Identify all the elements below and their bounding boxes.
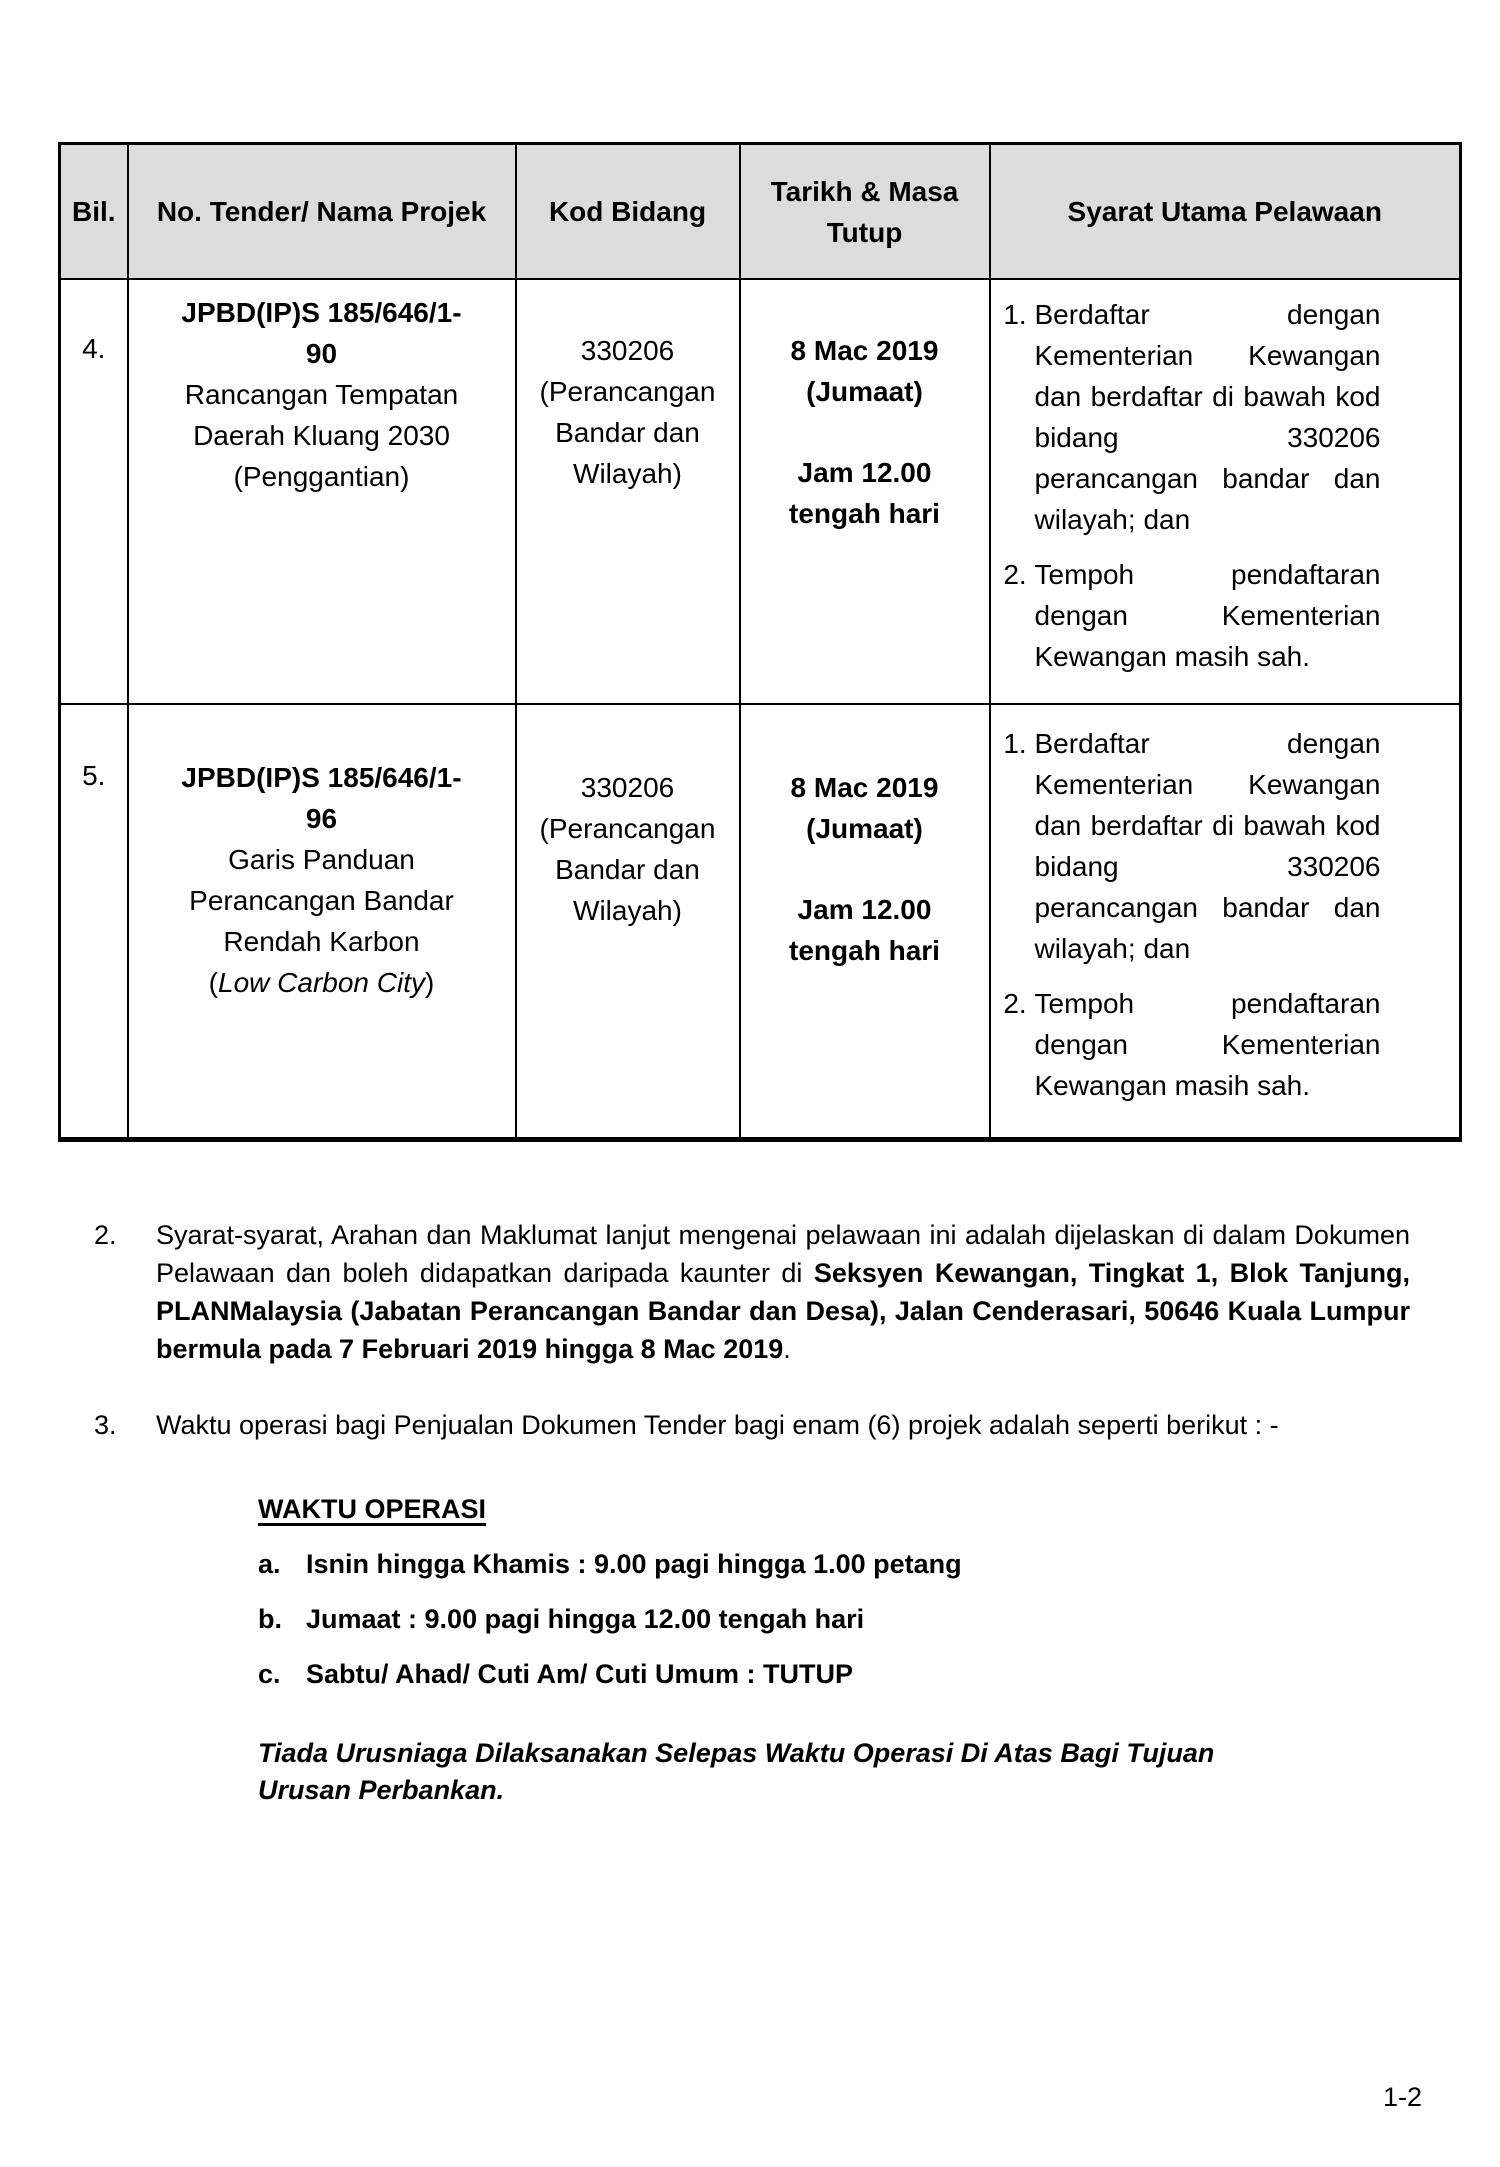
syarat-list [991, 723, 1381, 1106]
closing-time: Jam 12.00 tengah hari [789, 457, 940, 529]
col-header-kod-bidang: Kod Bidang [516, 144, 740, 280]
kod-bidang-value: 330206 (Perancangan Bandar dan Wilayah) [539, 335, 716, 489]
page-number: 1-2 [1382, 2082, 1422, 2112]
paragraph-3 [94, 1406, 1410, 1444]
waktu-operasi-heading: WAKTU OPERASI [258, 1493, 487, 1524]
paragraph-number: 2. [94, 1219, 117, 1250]
paragraph-2 [94, 1216, 1410, 1368]
waktu-operasi-section [258, 1490, 1500, 1809]
paren-close: ) [424, 967, 435, 998]
paragraph-text: Waktu operasi bagi Penjualan Dokumen Tender bagi enam (6) projek adalah seperti berikut : - [156, 1409, 1279, 1440]
cell-bil: 5. [60, 704, 128, 1139]
cell-syarat [990, 279, 1461, 704]
col-header-tarikh-masa-tutup: Tarikh & Masa Tutup [740, 144, 990, 280]
item-text: Isnin hingga Khamis : 9.00 pagi hingga 1.00 petang [306, 1548, 962, 1579]
cell-project [128, 279, 516, 704]
banking-note: Tiada Urusniaga Dilaksanakan Selepas Waktu Operasi Di Atas Bagi Tujuan Urusan Perbankan. [258, 1737, 1215, 1805]
closing-date: 8 Mac 2019 (Jumaat) [790, 335, 939, 407]
waktu-item-b [258, 1600, 1500, 1638]
syarat-item: 2. Tempoh pendaftaran dengan Kementerian Kewangan masih sah. [1035, 554, 1381, 677]
paren-open: ( [208, 967, 218, 998]
table-header-row [60, 144, 1461, 280]
cell-project [128, 704, 516, 1139]
closing-time: Jam 12.00 tengah hari [789, 894, 940, 966]
col-header-syarat-utama-pelawaan: Syarat Utama Pelawaan [990, 144, 1461, 280]
item-letter: a. [258, 1548, 281, 1579]
cell-tarikh [740, 704, 990, 1139]
table-row-5 [60, 704, 1461, 1139]
cell-tarikh [740, 279, 990, 704]
syarat-item: 2. Tempoh pendaftaran dengan Kementerian Kewangan masih sah. [1035, 983, 1381, 1106]
item-text: Jumaat : 9.00 pagi hingga 12.00 tengah hari [306, 1603, 865, 1634]
paragraph-2-normal-text: Syarat-syarat, Arahan dan Maklumat lanjut mengenai pelawaan ini adalah dijelaskan di dalam Dokumen Pelawaan dan boleh didapatkan daripada kaunter di [156, 1219, 1410, 1288]
project-name-italic: Low Carbon City [218, 967, 425, 998]
table-row-4 [60, 279, 1461, 704]
waktu-item-c [258, 1655, 1500, 1693]
cell-bil: 4. [60, 279, 128, 704]
syarat-item: 1. Berdaftar dengan Kementerian Kewangan dan berdaftar di bawah kod bidang 330206 perancangan bandar dan wilayah; dan [1035, 294, 1381, 540]
item-letter: c. [258, 1658, 281, 1689]
project-name [171, 839, 473, 1003]
item-text: Sabtu/ Ahad/ Cuti Am/ Cuti Umum : TUTUP [306, 1658, 853, 1689]
paragraph-2-bold-text: Seksyen Kewangan, Tingkat 1, Blok Tanjung, PLANMalaysia (Jabatan Perancangan Bandar dan Desa), Jalan Cenderasari, 50646 Kuala Lumpur bermula pada 7 Februari 2019 hingga 8 Mac 2019 [156, 1257, 1410, 1364]
waktu-item-a [258, 1545, 1500, 1583]
tender-number: JPBD(IP)S 185/646/1-90 [181, 297, 462, 369]
syarat-list [991, 294, 1381, 677]
kod-bidang-value: 330206 (Perancangan Bandar dan Wilayah) [539, 772, 716, 926]
paragraph-number: 3. [94, 1409, 117, 1440]
cell-syarat [990, 704, 1461, 1139]
project-name-text: Garis Panduan Perancangan Bandar Rendah Karbon [189, 844, 454, 957]
item-letter: b. [258, 1603, 282, 1634]
project-name: Rancangan Tempatan Daerah Kluang 2030 (Penggantian) [184, 379, 459, 492]
tender-table [58, 142, 1462, 1142]
closing-date: 8 Mac 2019 (Jumaat) [790, 772, 939, 844]
syarat-item: 1. Berdaftar dengan Kementerian Kewangan dan berdaftar di bawah kod bidang 330206 perancangan bandar dan wilayah; dan [1035, 723, 1381, 969]
tender-number: JPBD(IP)S 185/646/1-96 [181, 762, 462, 834]
cell-kod-bidang [516, 279, 740, 704]
col-header-bil: Bil. [60, 144, 128, 280]
col-header-tender-nama-projek: No. Tender/ Nama Projek [128, 144, 516, 280]
paragraph-2-period: . [783, 1333, 791, 1364]
paragraph-text [156, 1216, 1410, 1368]
cell-kod-bidang [516, 704, 740, 1139]
